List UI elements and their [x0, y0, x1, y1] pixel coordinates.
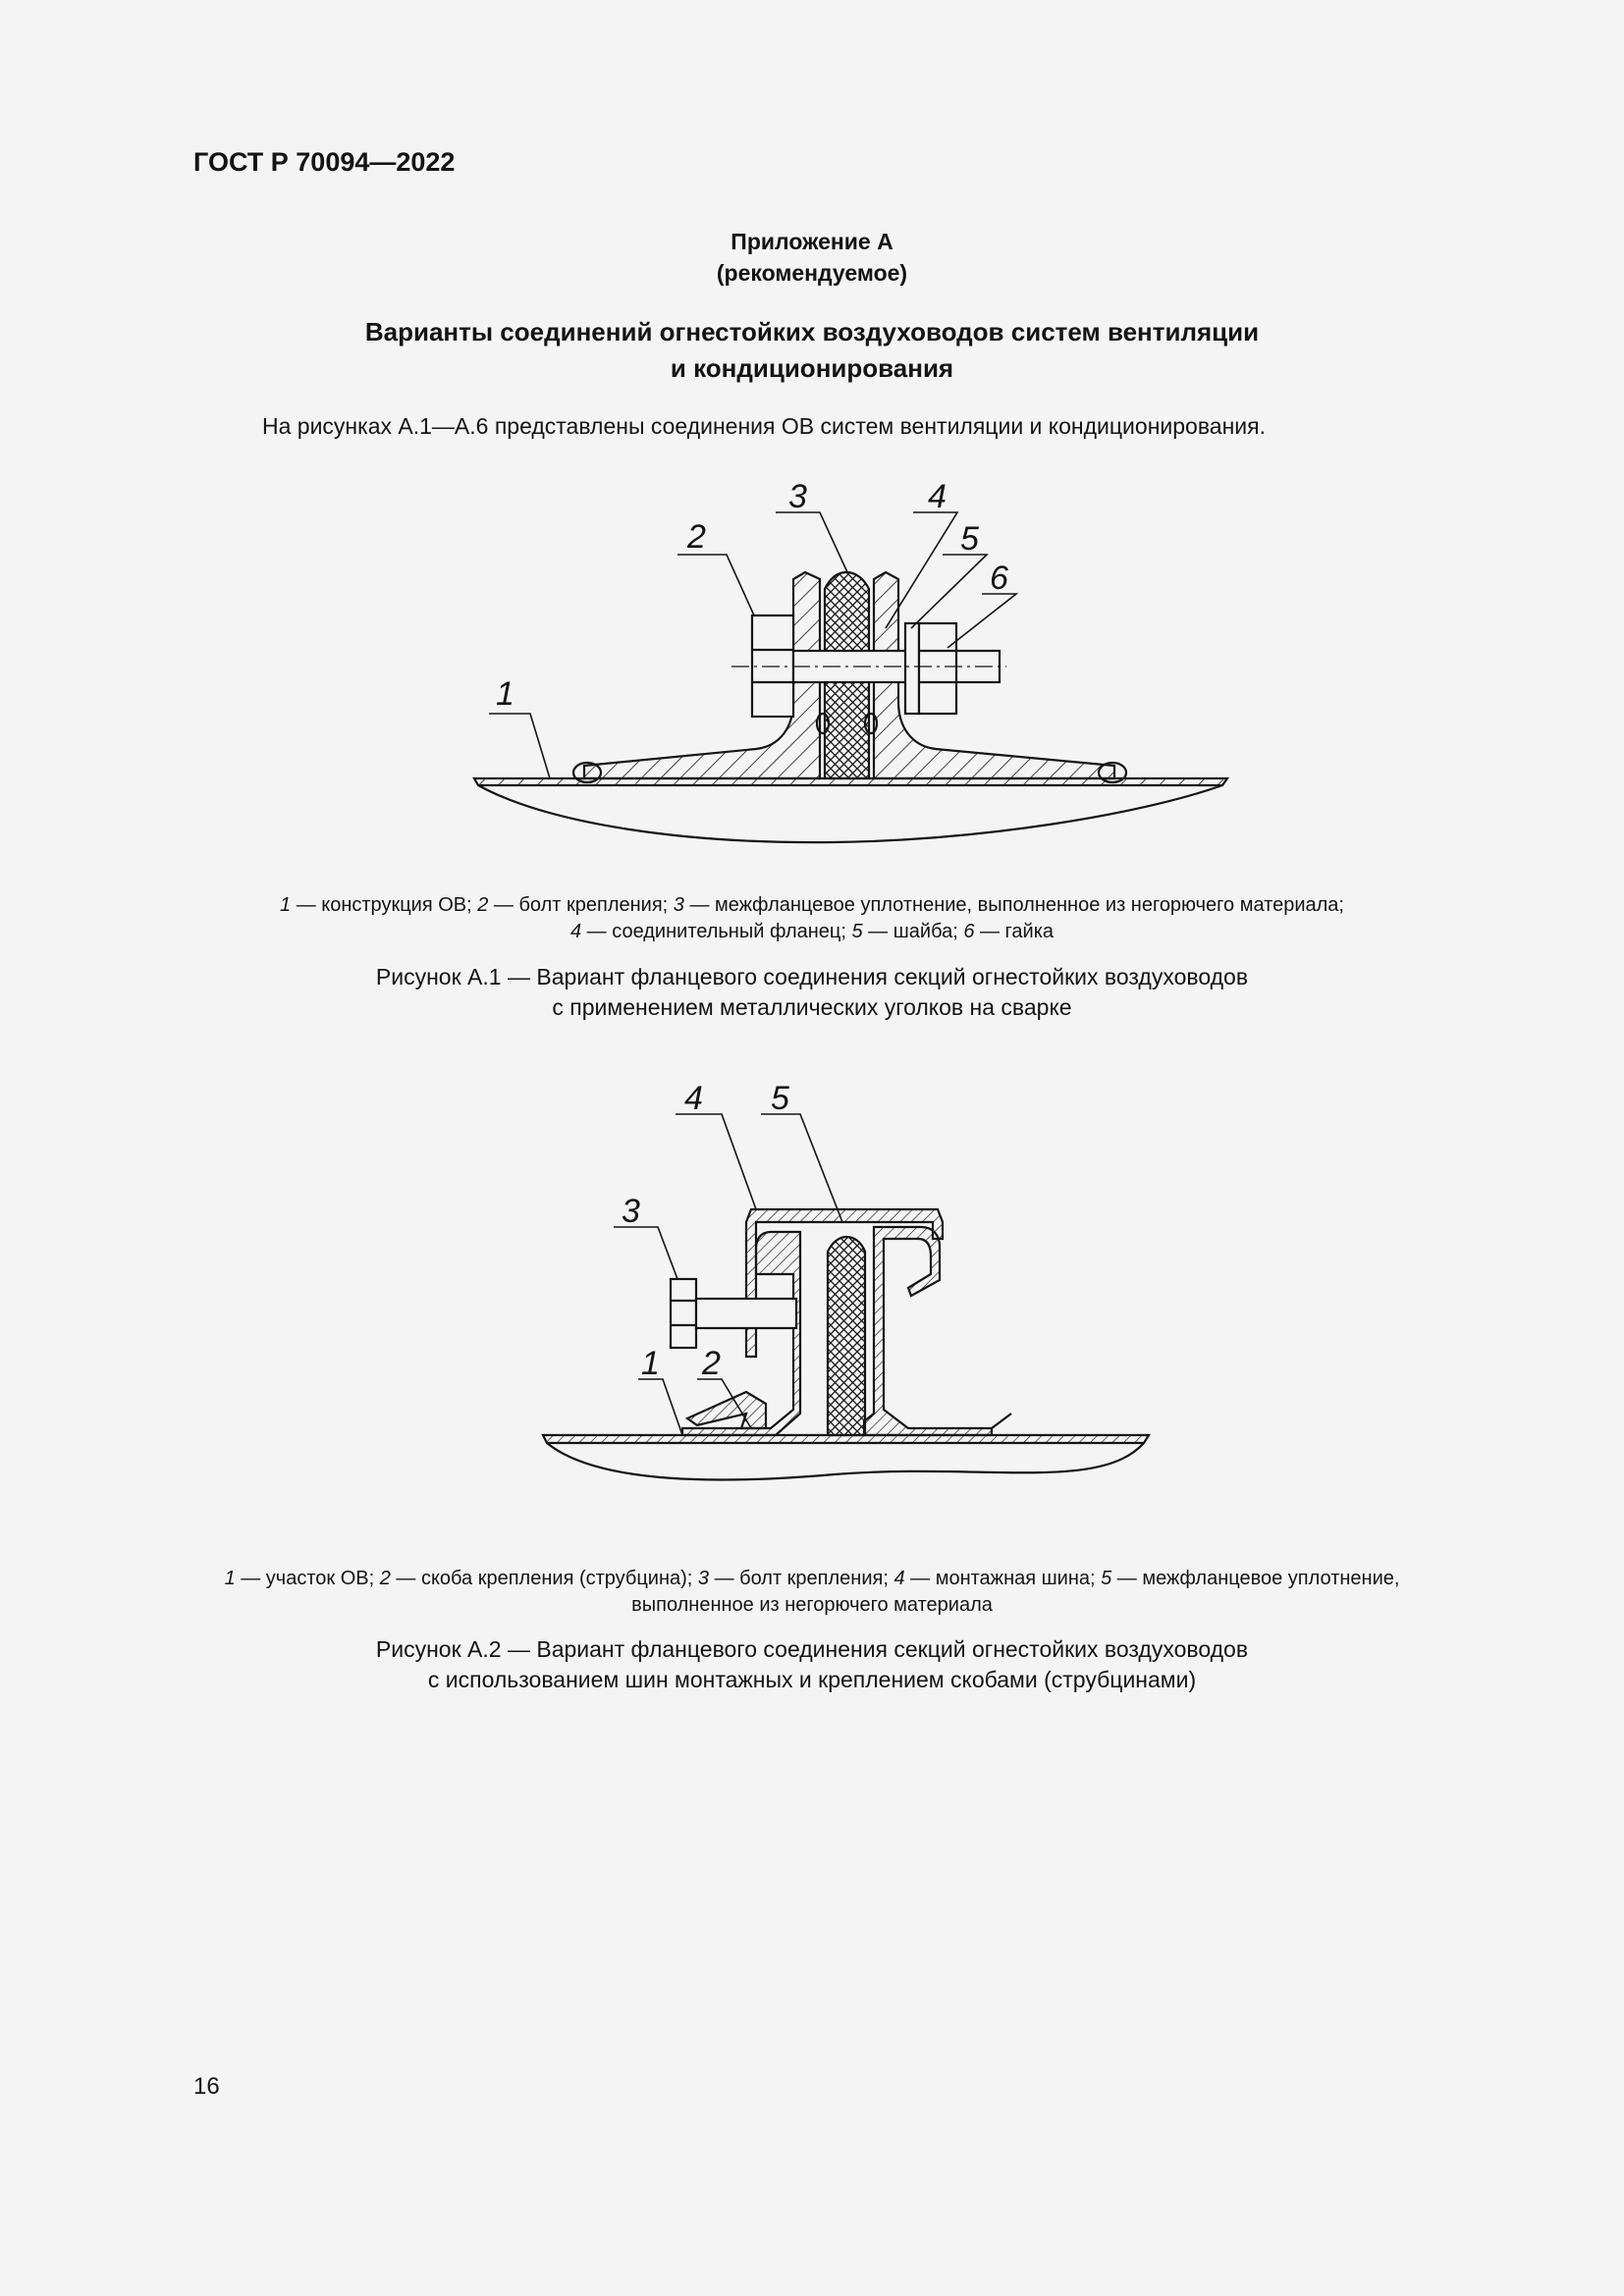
intro-paragraph: На рисунках А.1—А.6 представлены соединения ОВ систем вентиляции и кондиционирования. — [262, 413, 1266, 439]
figure1-label-5: 5 — [960, 520, 979, 558]
legend-num: 5 — [851, 921, 863, 942]
bolt-head-2 — [671, 1279, 696, 1348]
duct-bulge-2 — [547, 1443, 1144, 1479]
legend-text: — болт крепления; — [709, 1568, 894, 1589]
legend-num: 4 — [569, 921, 582, 942]
figure2-label-5: 5 — [771, 1080, 789, 1117]
figure1-caption-line2: с применением металлических уголков на сварке — [552, 994, 1072, 1020]
legend-text: — монтажная шина; — [904, 1568, 1102, 1589]
legend-text: — болт крепления; — [488, 894, 674, 916]
legend-text: — скоба крепления (струбцина); — [390, 1568, 698, 1589]
figure2-label-3: 3 — [622, 1193, 640, 1230]
nut — [919, 623, 956, 714]
legend-text: — межфланцевое уплотнение, — [1111, 1568, 1400, 1589]
duct-bulge — [478, 785, 1222, 842]
legend-text: — шайба; — [862, 921, 964, 942]
legend-text: — межфланцевое уплотнение, выполненное из негорючего материала; — [683, 894, 1344, 916]
figure2-drawing — [543, 1114, 1149, 1479]
figure1-label-2: 2 — [687, 518, 706, 556]
washer — [905, 623, 919, 714]
figure1-drawing — [474, 512, 1227, 842]
figure2-label-2: 2 — [702, 1345, 721, 1382]
legend-num: 1 — [224, 1568, 236, 1589]
legend-num: 2 — [379, 1568, 391, 1589]
figure1-label-1: 1 — [496, 675, 514, 713]
annex-title-line1: Приложение А — [731, 229, 893, 254]
section-heading-line2: и кондиционирования — [670, 353, 954, 383]
legend-text: — конструкция ОВ; — [291, 894, 478, 916]
bolt-shank-2 — [696, 1299, 796, 1328]
legend-num: 2 — [477, 894, 489, 916]
legend-num: 4 — [893, 1568, 905, 1589]
page-number: 16 — [193, 2073, 220, 2100]
figure1-label-6: 6 — [990, 560, 1008, 597]
legend-num: 3 — [673, 894, 684, 916]
figure2-label-4: 4 — [684, 1080, 703, 1117]
figure2-labels — [622, 1080, 789, 1382]
annex-title-line2: (рекомендуемое) — [716, 260, 908, 286]
legend-num: 1 — [280, 894, 292, 916]
figure2-legend-line2: выполненное из негорючего материала — [631, 1594, 993, 1616]
clamp-2 — [687, 1392, 766, 1428]
legend-text: — соединительный фланец; — [581, 921, 852, 942]
legend-num: 3 — [697, 1568, 710, 1589]
legend-text: — участок ОВ; — [235, 1568, 380, 1589]
right-flange-2 — [864, 1227, 992, 1435]
figure2-label-1: 1 — [641, 1345, 660, 1382]
section-heading-line1: Варианты соединений огнестойких воздуховодов систем вентиляции — [364, 317, 1260, 347]
figure1-caption-line1: Рисунок А.1 — Вариант фланцевого соединения секций огнестойких воздуховодов — [375, 964, 1249, 989]
figure1-label-4: 4 — [928, 478, 947, 515]
figure2-caption-line2: с использованием шин монтажных и креплением скобами (струбцинами) — [427, 1667, 1197, 1692]
duct-wall-2 — [543, 1435, 1149, 1443]
figure2-caption-line1: Рисунок А.2 — Вариант фланцевого соединения секций огнестойких воздуховодов — [375, 1636, 1249, 1662]
document-code: ГОСТ Р 70094—2022 — [193, 147, 456, 177]
legend-num: 6 — [963, 921, 975, 942]
legend-text: — гайка — [974, 921, 1055, 942]
figure1-label-3: 3 — [788, 478, 807, 515]
legend-num: 5 — [1101, 1568, 1112, 1589]
sealant-2 — [828, 1237, 865, 1435]
